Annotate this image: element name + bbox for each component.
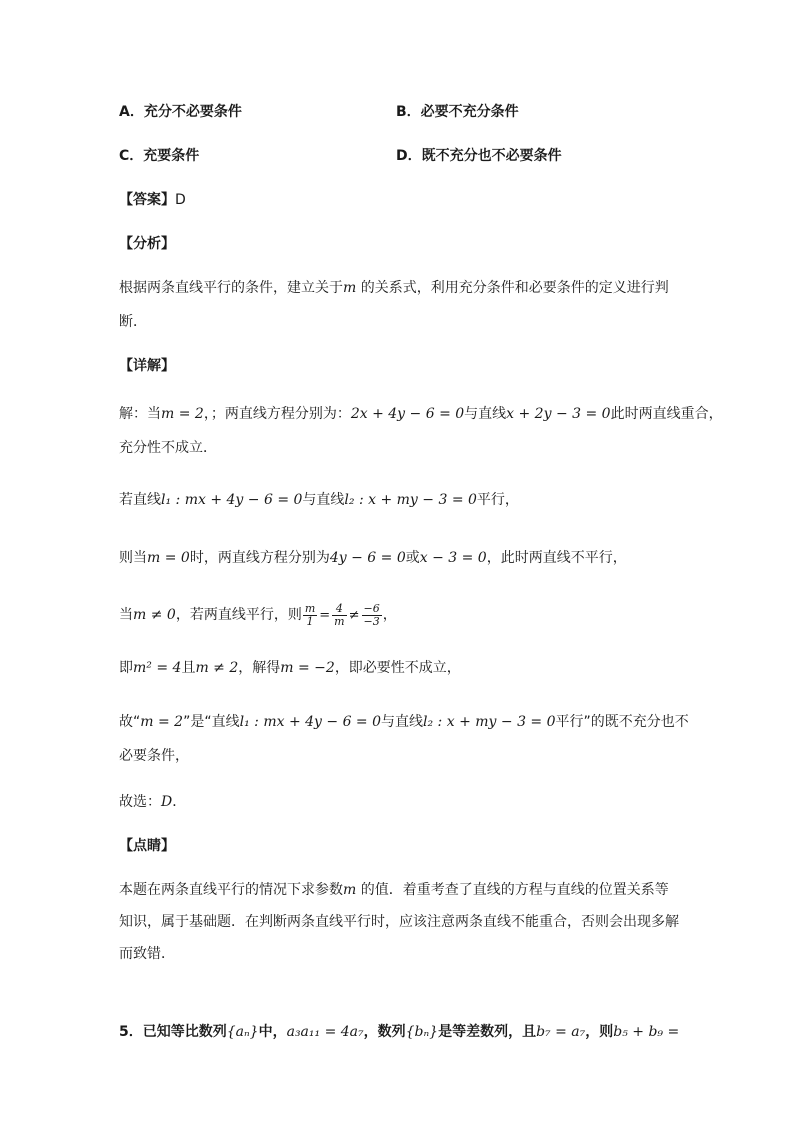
math-expression: x − 3 = 0 xyxy=(419,550,487,566)
fraction-numerator: 4 xyxy=(332,603,346,616)
answer-line xyxy=(119,190,186,210)
fraction-numerator: −6 xyxy=(363,601,380,615)
detail-text: ，即必要性不成立， xyxy=(334,660,461,676)
math-expression: m = 0 xyxy=(147,550,190,566)
fraction-m-over-1 xyxy=(303,603,317,628)
not-equal-sign: ≠ xyxy=(348,608,360,623)
answer-label: 【答案】 xyxy=(119,192,175,208)
fraction-4-over-m xyxy=(332,603,346,628)
option-d: D．既不充分也不必要条件 xyxy=(396,148,562,164)
question-text: 是等差数列，且 xyxy=(438,1024,537,1040)
math-expression: {aₙ} xyxy=(226,1024,259,1040)
detail-text: 当 xyxy=(119,607,133,623)
detail-text: 或 xyxy=(405,550,420,566)
fraction-denominator: −3 xyxy=(363,614,380,628)
fraction-numerator: m xyxy=(304,601,316,615)
analysis-text: 的关系式，利用充分条件和必要条件的定义进行判 xyxy=(356,280,669,296)
detail-text: 故选： xyxy=(119,794,161,810)
detail-text: 与直线 xyxy=(302,492,345,508)
option-b: B．必要不充分条件 xyxy=(396,104,519,120)
detail-text: 与直线 xyxy=(464,406,507,422)
math-expression: l₁ : mx + 4y − 6 = 0 xyxy=(161,492,303,508)
analysis-text: 根据两条直线平行的条件，建立关于 xyxy=(119,280,343,296)
detail-text: ，解得 xyxy=(238,660,281,676)
detail-text: 与直线 xyxy=(381,714,424,730)
math-expression: m = 2 xyxy=(140,714,184,730)
math-expression: m ≠ 0 xyxy=(133,607,176,623)
detail-text: 即 xyxy=(119,660,133,676)
answer-value: D xyxy=(175,192,186,208)
math-expression: m = 2 xyxy=(161,406,204,422)
detail-line-4 xyxy=(119,548,627,568)
detail-text: 此时两直线重合， xyxy=(610,406,723,422)
detail-text: 平行， xyxy=(476,492,519,508)
detail-heading: 【详解】 xyxy=(119,358,175,374)
detail-text: ， xyxy=(382,607,397,623)
comment-heading: 【点睛】 xyxy=(119,838,175,854)
math-expression: x + 2y − 3 = 0 xyxy=(506,406,611,422)
detail-text: 故“ xyxy=(119,714,141,730)
detail-text: ，若两直线平行，则 xyxy=(175,607,302,623)
math-expression: l₂ : x + my − 3 = 0 xyxy=(344,492,477,508)
comment-line-3: 而致错． xyxy=(119,946,175,962)
math-expression: a₃a₁₁ = 4a₇ xyxy=(286,1024,364,1040)
analysis-text-line-1 xyxy=(119,278,669,298)
detail-text: 时，两直线方程分别为 xyxy=(189,550,330,566)
math-expression: b₇ = a₇ xyxy=(536,1024,586,1040)
detail-text: 且 xyxy=(181,660,196,676)
math-var: m xyxy=(343,280,357,296)
detail-line-6 xyxy=(119,658,461,678)
math-expression: 2x + 4y − 6 = 0 xyxy=(350,406,465,422)
detail-text: 若直线 xyxy=(119,492,161,508)
detail-line-7 xyxy=(119,712,689,732)
detail-line-1 xyxy=(119,404,723,424)
question-text: 中， xyxy=(258,1024,287,1040)
math-var: m xyxy=(343,882,357,898)
detail-line-9 xyxy=(119,792,186,812)
question-text: ，则 xyxy=(585,1024,614,1040)
math-expression: m ≠ 2 xyxy=(195,660,239,676)
detail-line-8: 必要条件， xyxy=(119,748,189,764)
fraction-denominator: m xyxy=(334,614,345,628)
analysis-text-line-2: 断． xyxy=(119,314,147,330)
math-expression: {bₙ} xyxy=(405,1024,439,1040)
detail-text: ． xyxy=(172,794,187,810)
question-text: ，数列 xyxy=(363,1024,406,1040)
equals-sign: = xyxy=(319,608,331,623)
math-expression: m = −2 xyxy=(280,660,335,676)
math-expression: b₅ + b₉ = xyxy=(613,1024,680,1040)
analysis-heading: 【分析】 xyxy=(119,236,175,252)
question-text: 5．已知等比数列 xyxy=(119,1024,227,1040)
comment-line-1 xyxy=(119,880,669,900)
math-expression: 4y − 6 = 0 xyxy=(329,550,406,566)
detail-text: 则当 xyxy=(119,550,147,566)
comment-line-2: 知识，属于基础题．在判断两条直线平行时，应该注意两条直线不能重合，否则会出现多解 xyxy=(119,914,679,930)
option-c: C．充要条件 xyxy=(119,148,200,164)
detail-text: 解：当 xyxy=(119,406,161,422)
comment-text: 的值．着重考查了直线的方程与直线的位置关系等 xyxy=(356,882,669,898)
detail-text: ”是“直线 xyxy=(183,714,240,730)
question-5 xyxy=(119,1022,679,1042)
math-expression: l₂ : x + my − 3 = 0 xyxy=(423,714,556,730)
detail-line-2: 充分性不成立． xyxy=(119,440,217,456)
detail-text: 平行”的既不充分也不 xyxy=(555,714,689,730)
detail-line-5 xyxy=(119,602,397,629)
math-expression: m² = 4 xyxy=(133,660,182,676)
fraction-neg6-over-neg3 xyxy=(362,603,382,628)
detail-line-3 xyxy=(119,490,519,510)
fraction-denominator: 1 xyxy=(306,614,314,628)
math-expression: l₁ : mx + 4y − 6 = 0 xyxy=(239,714,382,730)
detail-text: ，此时两直线不平行， xyxy=(486,550,627,566)
option-a: A．充分不必要条件 xyxy=(119,104,242,120)
comment-text: 本题在两条直线平行的情况下求参数 xyxy=(119,882,343,898)
detail-text: ，；两直线方程分别为： xyxy=(203,406,351,422)
math-expression: D xyxy=(161,794,173,810)
